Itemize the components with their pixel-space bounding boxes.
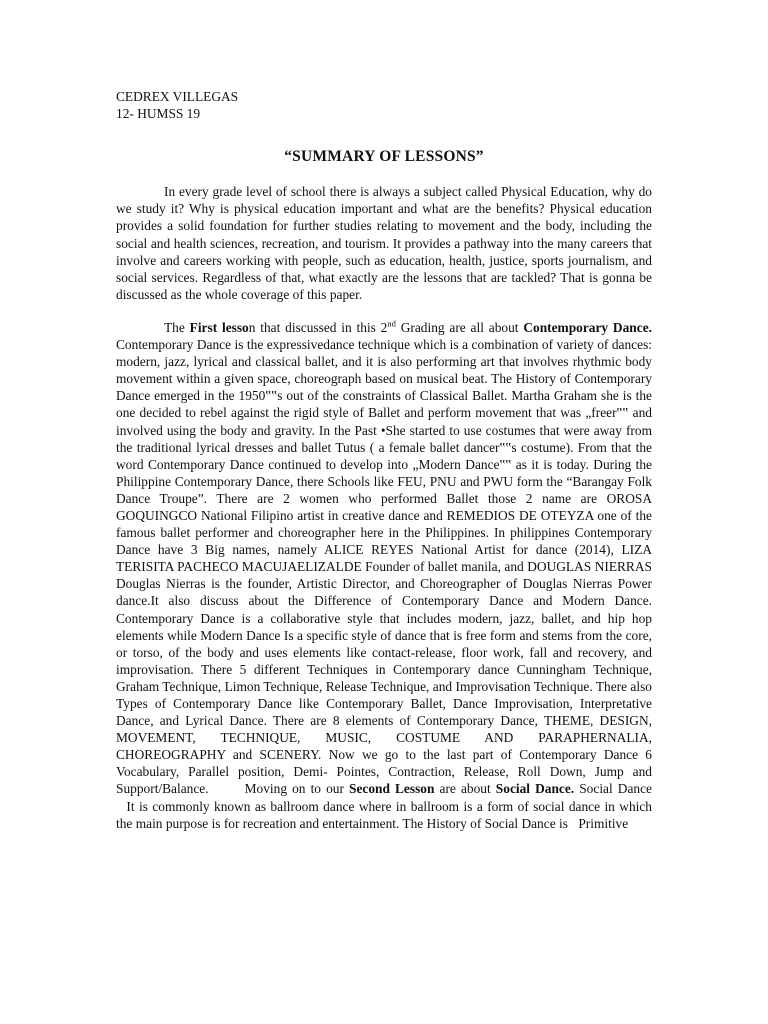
second-lesson-label: Second Lesson bbox=[349, 781, 435, 797]
lessons-paragraph bbox=[116, 319, 652, 832]
body-text: Social Dance It is commonly known as ballroom dance where in ballroom is a form of social dance in which the main purpose is for recreation and entertainment. The History of Social Dance is Primitive bbox=[116, 781, 652, 831]
contemporary-dance-label: Contemporary Dance. bbox=[523, 319, 652, 335]
body-text: Contemporary Dance is the expressivedance technique which is a combination of variety of dances: modern, jazz, lyrical and classical ballet, and it is also performing art that involves rhythmic body movement within a given space, choreograph based on musical beat. The History of Contemporary Dance emerged in the 1950‟‟s out of the constraints of Classical Ballet. Martha Graham she is the one decided to rebel against the rigid style of Ballet and perform movement that was „freer‟‟ and involved using the body and gravity. In the Past •She started to use costumes that were away from the traditional lyrical dresses and ballet Tutus ( a female ballet dancer‟‟s costume). From that the word Contemporary Dance continued to develop into „Modern Dance‟‟ as it is today. During the Philippine Contemporary Dance, there Schools like FEU, PNU and PWU form the “Barangay Folk Dance Troupe”. There are 2 women who performed Ballet those 2 name are OROSA GOQUINGCO National Filipino artist in creative dance and REMEDIOS DE OTEYZA one of the famous ballet performer and choreographer here in the Philippines. In philippines Contemporary Dance have 3 Big names, namely ALICE REYES National Artist for dance (2014), LIZA TERISITA PACHECO MACUJAELIZALDE Founder of ballet manila, and DOUGLAS NIERRAS Douglas Nierras is the founder, Artistic Director, and Choreographer of Douglas Nierras Power dance.It also discuss about the Difference of Contemporary Dance and Modern Dance. Contemporary Dance is a collaborative style that includes modern, jazz, ballet, and hip hop elements while Modern Dance Is a specific style of dance that is free form and stems from the core, or torso, of the body and uses elements like contact-release, floor work, fall and recovery, and improvisation. There 5 different Techniques in Contemporary dance Cunningham Technique, Graham Technique, Limon Technique, Release Technique, and Improvisation Technique. There also Types of Contemporary Dance like Contemporary Ballet, Dance Improvisation, Interpretative Dance, and Lyrical Dance. There are 8 elements of Contemporary Dance, THEME, DESIGN, MOVEMENT, TECHNIQUE, MUSIC, COSTUME AND PARAPHERNALIA, CHOREOGRAPHY and SCENERY. Now we go to the last part of Contemporary Dance 6 Vocabulary, Parallel position, Demi- Pointes, Contraction, Release, Roll Down, Jump and Support/Balance. bbox=[116, 337, 652, 797]
intro-paragraph: In every grade level of school there is always a subject called Physical Education, why do we study it? Why is physical education important and what are the benefits? Physical education provides a solid foundation for further studies relating to movement and the body, including the social and health sciences, recreation, and tourism. It provides a pathway into the many careers that involve and careers working with people, such as education, health, justice, sports journalism, and social services. Regardless of that, what exactly are the lessons that are tackled? That is gonna be discussed as the whole coverage of this paper. bbox=[116, 184, 652, 302]
body-text: Moving on to our bbox=[244, 781, 349, 797]
ordinal-suffix: nd bbox=[387, 318, 396, 329]
author-name: CEDREX VILLEGAS bbox=[116, 89, 239, 104]
body-text: The bbox=[164, 319, 190, 335]
social-dance-label: Social Dance. bbox=[495, 781, 575, 797]
body-text: Grading are all about bbox=[395, 319, 524, 335]
body-text: are about bbox=[434, 781, 496, 797]
author-section: 12- HUMSS 19 bbox=[116, 106, 201, 122]
document-title: “SUMMARY OF LESSONS” bbox=[284, 148, 484, 166]
first-lesson-label: First lesso bbox=[189, 319, 249, 335]
body-text: n that discussed in this 2 bbox=[248, 319, 388, 335]
